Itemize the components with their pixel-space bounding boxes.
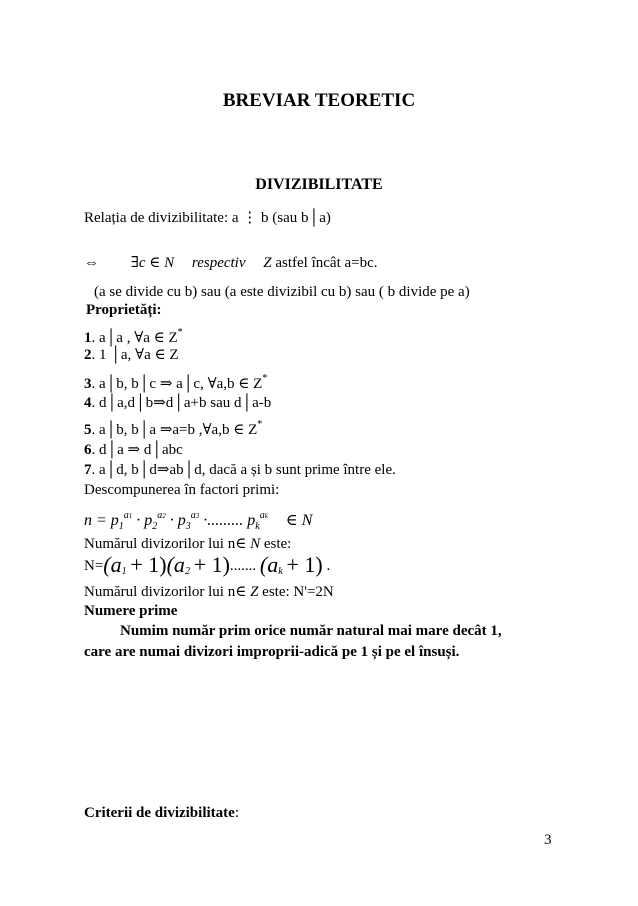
- property-6: 6. d│a ⇒ d│abc: [84, 442, 183, 458]
- section-title: DIVIZIBILITATE: [255, 176, 383, 193]
- property-3: 3. a│b, b│c ⇒ a│c, ∀a,b ∈ Z*: [84, 373, 268, 392]
- property-4: 4. d│a,d│b⇒d│a+b sau d│a-b: [84, 395, 272, 411]
- primes-definition-line-2: care are numai divizori improprii-adică pe 1 și pe el însuși.: [84, 644, 460, 660]
- property-5: 5. a│b, b│a ⇒a=b ,∀a,b ∈ Z*: [84, 419, 263, 438]
- equivalence-line: ⇔ ∃c ∈ N respectiv Z astfel încât a=bc.: [84, 255, 378, 271]
- page-number: 3: [544, 832, 552, 848]
- parenthetical-note: (a se divide cu b) sau (a este divizibil cu b) sau ( b divide pe a): [94, 284, 470, 300]
- primes-definition-line-1: Numim număr prim orice număr natural mai mare decât 1,: [120, 623, 502, 639]
- relation-intro: Relația de divizibilitate:: [84, 210, 229, 226]
- properties-heading: Proprietăți:: [86, 302, 162, 318]
- relation-line: Relația de divizibilitate: a ⋮ b (sau b│a): [84, 210, 331, 226]
- divisors-n-label: Numărul divizorilor lui n∈ N este:: [84, 536, 292, 552]
- divides-symbol: ⋮: [242, 210, 258, 226]
- equiv-symbol: ⇔: [84, 255, 99, 271]
- property-7: 7. a│d, b│d⇒ab│d, dacă a și b sunt prime între ele.: [84, 462, 396, 478]
- property-1: 1. a│a , ∀a ∈ Z*: [84, 327, 183, 346]
- main-title: BREVIAR TEORETIC: [222, 90, 416, 111]
- divisors-formula: $N=(a_1 + 1)(a_2 + 1)$....... $(a_k + 1)$ .: [84, 552, 331, 577]
- factorization-formula: $n = p_1^{a1} \cdot p_2^{a2} \cdot p_3^{a3}$ ·......... $p_k^{ak}$ ∈ N: [84, 510, 313, 532]
- property-2: 2. 1 │a, ∀a ∈ Z: [84, 347, 179, 363]
- criteria-heading: Criterii de divizibilitate:: [84, 805, 239, 821]
- factorization-label: Descompunerea în factori primi:: [84, 482, 280, 498]
- divisors-z-label: Numărul divizorilor lui n∈ Z este: N'=2N: [84, 584, 334, 600]
- primes-heading: Numere prime: [84, 603, 178, 619]
